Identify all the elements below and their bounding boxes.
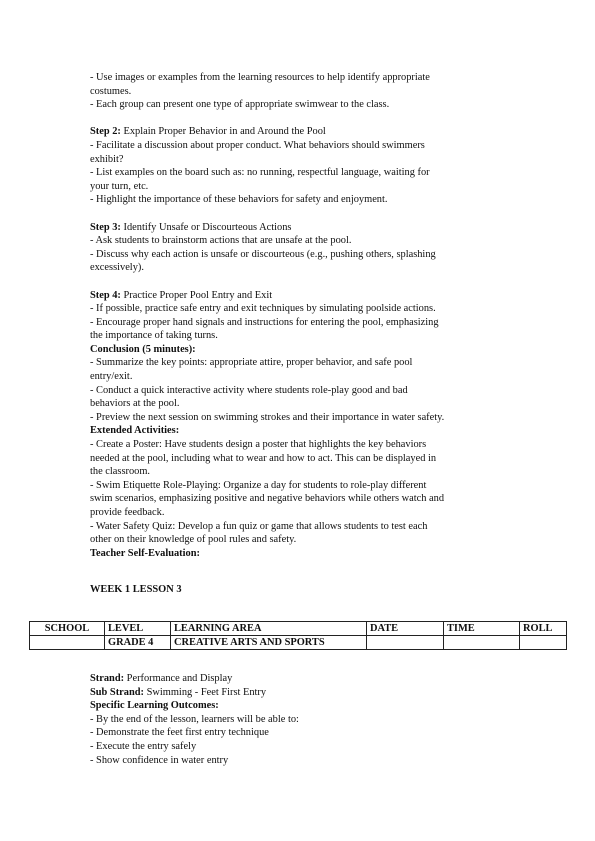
text-line: - By the end of the lesson, learners will be able to:: [90, 713, 299, 725]
strand-label: Strand:: [90, 673, 125, 684]
table-header-cell: ROLL: [520, 622, 567, 636]
text-line: - Water Safety Quiz: Develop a fun quiz or game that allows students to test each: [90, 520, 428, 532]
text-line: - Encourage proper hand signals and instructions for entering the pool, emphasizing: [90, 316, 439, 328]
week-lesson-heading: WEEK 1 LESSON 3: [90, 583, 182, 595]
step-2-heading: [90, 125, 510, 139]
strand-value: Performance and Display: [124, 673, 233, 684]
text-line: swim scenarios, emphasizing positive and negative behaviors while others watch and: [90, 493, 445, 505]
text-line: excessively).: [90, 262, 144, 274]
table-header-row: [30, 622, 567, 636]
table-header-cell: DATE: [367, 622, 444, 636]
step-4-heading: [90, 289, 510, 303]
text-line: - Each group can present one type of appropriate swimwear to the class.: [90, 99, 390, 111]
table-row: [30, 636, 567, 650]
text-line: - Discuss why each action is unsafe or discourteous (e.g., pushing others, splashing: [90, 248, 436, 260]
text-line: needed at the pool, including what to wear and how to act. This can be displayed in: [90, 452, 437, 464]
text-line: behaviors at the pool.: [90, 398, 180, 410]
teacher-self-evaluation-heading: Teacher Self-Evaluation:: [90, 547, 200, 559]
table-cell: [520, 636, 567, 650]
text-line: - If possible, practice safe entry and exit techniques by simulating poolside actions.: [90, 303, 436, 315]
step-title: Identify Unsafe or Discourteous Actions: [120, 221, 292, 233]
step-3-heading: [90, 221, 510, 235]
text-line: costumes.: [90, 85, 132, 97]
substrand-value: Swimming - Feet First Entry: [144, 686, 267, 698]
text-line: - Highlight the importance of these behaviors for safety and enjoyment.: [90, 194, 388, 206]
table-cell: [30, 636, 105, 650]
text-line: your turn, etc.: [90, 180, 149, 192]
text-line: - Use images or examples from the learning resources to help identify appropriate: [90, 72, 430, 83]
text-line: - Show confidence in water entry: [90, 754, 229, 766]
table-header-cell: LEARNING AREA: [171, 622, 367, 636]
text-line: - List examples on the board such as: no running, respectful language, waiting for: [90, 167, 430, 179]
table-header-cell: LEVEL: [105, 622, 171, 636]
conclusion-heading: Conclusion (5 minutes):: [90, 343, 196, 355]
table-cell: GRADE 4: [105, 636, 171, 650]
step-label: Step 4:: [90, 289, 121, 301]
text-line: entry/exit.: [90, 371, 133, 383]
text-line: - Facilitate a discussion about proper conduct. What behaviors should swimmers: [90, 139, 425, 151]
extended-activities-heading: Extended Activities:: [90, 425, 180, 437]
step-label: Step 2:: [90, 126, 121, 138]
learning-outcomes-heading: Specific Learning Outcomes:: [90, 700, 219, 712]
step-title: Explain Proper Behavior in and Around the Pool: [120, 126, 326, 138]
table-cell: [367, 636, 444, 650]
text-line: - Conduct a quick interactive activity where students role-play good and bad: [90, 384, 408, 396]
text-line: - Execute the entry safely: [90, 740, 197, 752]
substrand-label: Sub Strand:: [90, 686, 144, 698]
text-line: exhibit?: [90, 153, 124, 165]
table-header-cell: SCHOOL: [30, 622, 105, 636]
table-cell: [444, 636, 520, 650]
lesson-details-section: [90, 672, 510, 767]
text-line: - Demonstrate the feet first entry technique: [90, 727, 269, 739]
text-line: - Create a Poster: Have students design a poster that highlights the key behaviors: [90, 439, 427, 451]
text-line: - Summarize the key points: appropriate attire, proper behavior, and safe pool: [90, 357, 413, 369]
text-line: the classroom.: [90, 466, 151, 478]
text-line: - Preview the next session on swimming strokes and their importance in water safety.: [90, 411, 445, 423]
table-header-cell: TIME: [444, 622, 520, 636]
table-cell: CREATIVE ARTS AND SPORTS: [171, 636, 367, 650]
lesson-info-table: [29, 621, 567, 650]
strand-line: [90, 672, 510, 686]
step-label: Step 3:: [90, 221, 121, 233]
step-title: Practice Proper Pool Entry and Exit: [120, 289, 273, 301]
text-line: - Swim Etiquette Role-Playing: Organize a day for students to role-play different: [90, 479, 427, 491]
text-line: the importance of taking turns.: [90, 330, 218, 342]
text-line: provide feedback.: [90, 507, 165, 518]
text-line: - Ask students to brainstorm actions that are unsafe at the pool.: [90, 235, 352, 247]
substrand-line: [90, 686, 510, 700]
text-line: other on their knowledge of pool rules and safety.: [90, 534, 297, 546]
lesson-steps-section: [90, 71, 510, 597]
